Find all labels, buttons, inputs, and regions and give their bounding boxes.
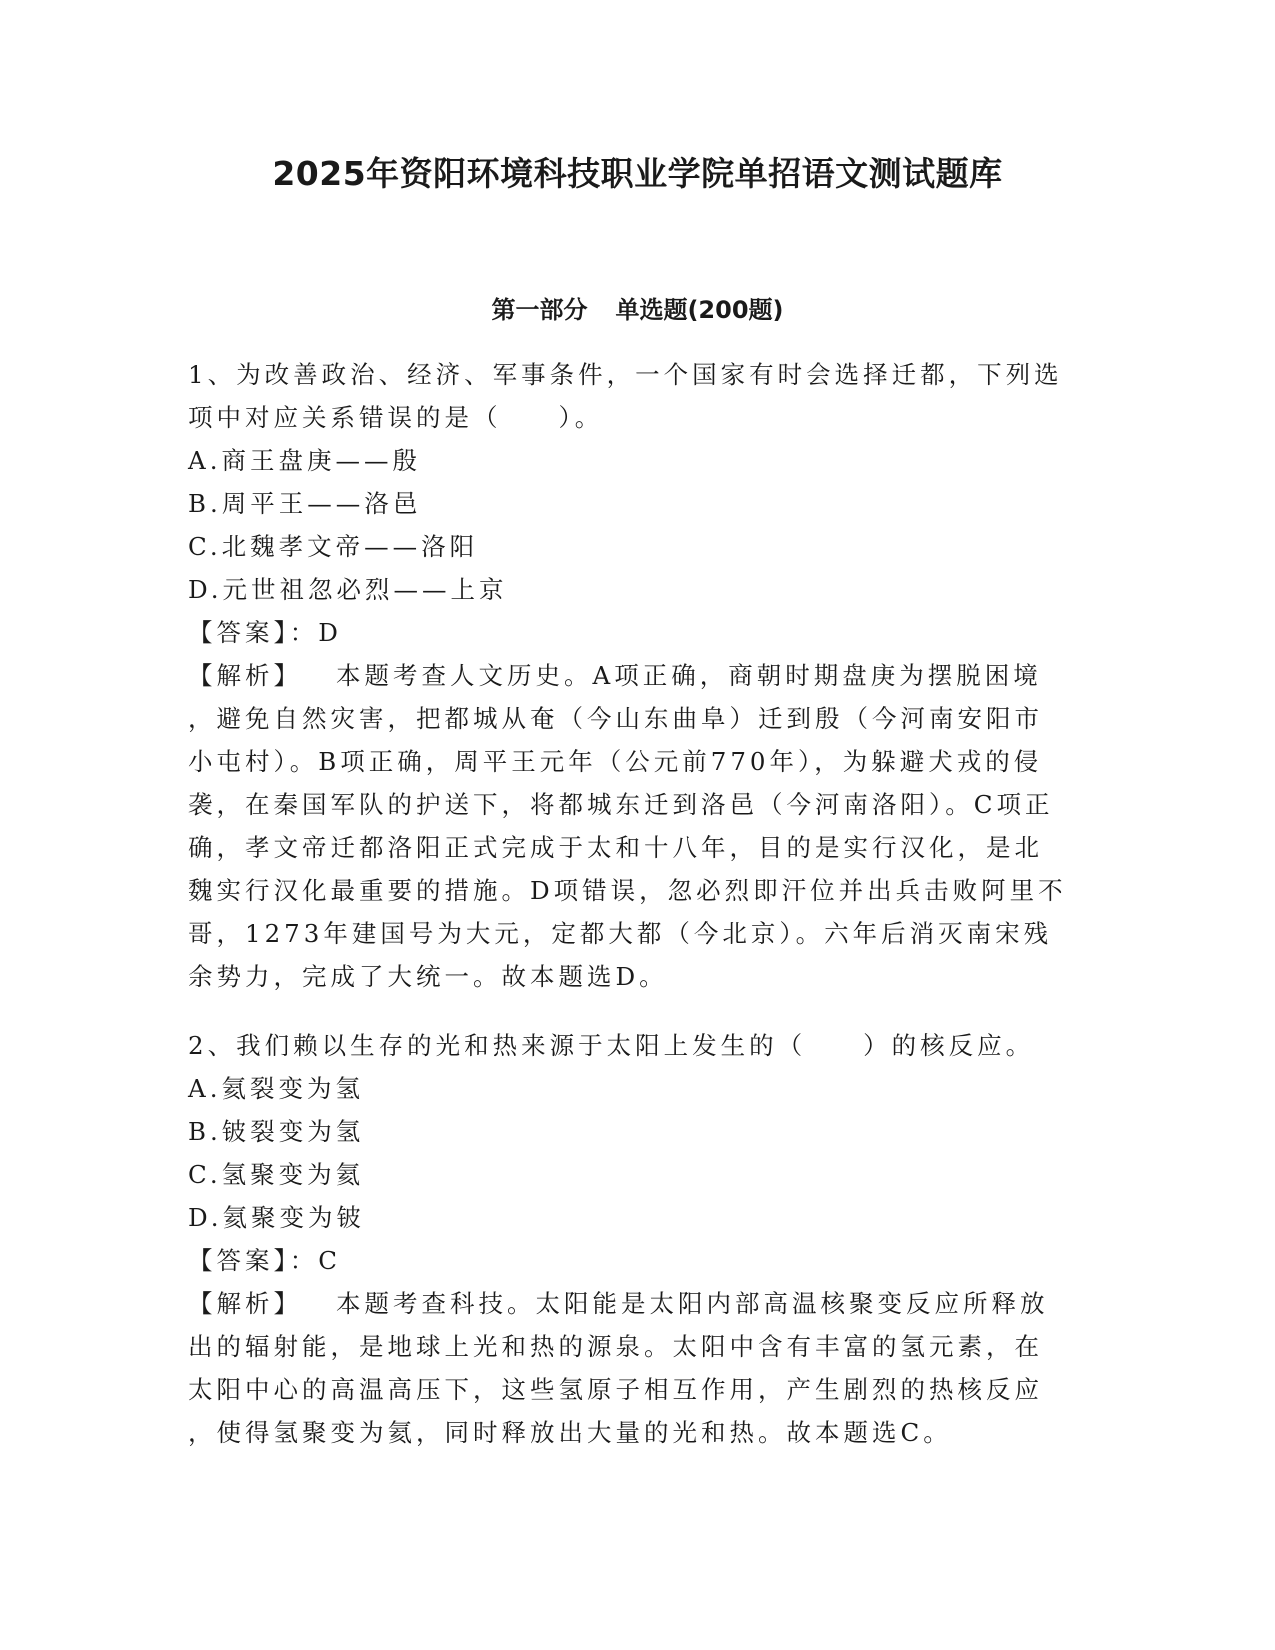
analysis-text: 本题考查科技。太阳能是太阳内部高温核聚变反应所释放 [336, 1289, 1049, 1318]
analysis-line: 确，孝文帝迁都洛阳正式完成于太和十八年，目的是实行汉化，是北 [188, 833, 1043, 862]
analysis-line: ，避免自然灾害，把都城从奄（今山东曲阜）迁到殷（今河南安阳市 [188, 704, 1043, 733]
option-b: B.周平王——洛邑 [188, 489, 422, 518]
option-c: C.北魏孝文帝——洛阳 [188, 532, 479, 561]
analysis-line: 小屯村）。B项正确，周平王元年（公元前770年），为躲避犬戎的侵 [188, 747, 1043, 776]
section-name: 单选题(200题) [615, 296, 784, 324]
analysis-line: 魏实行汉化最重要的措施。D项错误，忽必烈即汗位并出兵击败阿里不 [188, 876, 1067, 905]
option-c: C.氢聚变为氦 [188, 1160, 365, 1189]
section-part: 第一部分 [491, 296, 588, 324]
option-a: A.氦裂变为氢 [188, 1074, 364, 1103]
analysis-line: 哥，1273年建国号为大元，定都大都（今北京）。六年后消灭南宋残 [188, 919, 1053, 948]
question-list [188, 353, 1083, 1480]
analysis-line: 袭，在秦国军队的护送下，将都城东迁到洛邑（今河南洛阳）。C项正 [188, 790, 1054, 819]
option-a: A.商王盘庚——殷 [188, 446, 421, 475]
analysis-line: 太阳中心的高温高压下，这些氢原子相互作用，产生剧烈的热核反应 [188, 1375, 1043, 1404]
analysis-line: 出的辐射能，是地球上光和热的源泉。太阳中含有丰富的氢元素，在 [188, 1332, 1043, 1361]
answer-value: ：D [289, 618, 342, 647]
analysis-text: 本题考查人文历史。A项正确，商朝时期盘庚为摆脱困境 [336, 661, 1042, 690]
analysis-label: 【解析】 [188, 661, 302, 690]
section-title [0, 290, 1275, 325]
answer-value: ：C [289, 1246, 341, 1275]
option-d: D.元世祖忽必烈——上京 [188, 575, 508, 604]
option-d: D.氦聚变为铍 [188, 1203, 366, 1232]
answer-label: 【答案】 [188, 618, 290, 647]
analysis-line: 余势力，完成了大统一。故本题选D。 [188, 962, 668, 991]
analysis-line [188, 654, 1083, 697]
analysis-line: ，使得氢聚变为氦，同时释放出大量的光和热。故本题选C。 [188, 1418, 952, 1447]
document-title: 2025年资阳环境科技职业学院单招语文测试题库 [272, 154, 1003, 193]
question-stem-line: 2、我们赖以生存的光和热来源于太阳上发生的（ ）的核反应。 [188, 1031, 1035, 1060]
question-stem-line: 项中对应关系错误的是（ ）。 [188, 403, 604, 432]
answer-line [188, 611, 1083, 654]
question-2 [188, 1024, 1083, 1454]
analysis-line [188, 1282, 1083, 1325]
analysis-label: 【解析】 [188, 1289, 302, 1318]
question-1 [188, 353, 1083, 998]
answer-line [188, 1239, 1083, 1282]
question-stem-line: 1、为改善政治、经济、军事条件，一个国家有时会选择迁都，下列选 [188, 360, 1063, 389]
option-b: B.铍裂变为氢 [188, 1117, 365, 1146]
answer-label: 【答案】 [188, 1246, 290, 1275]
